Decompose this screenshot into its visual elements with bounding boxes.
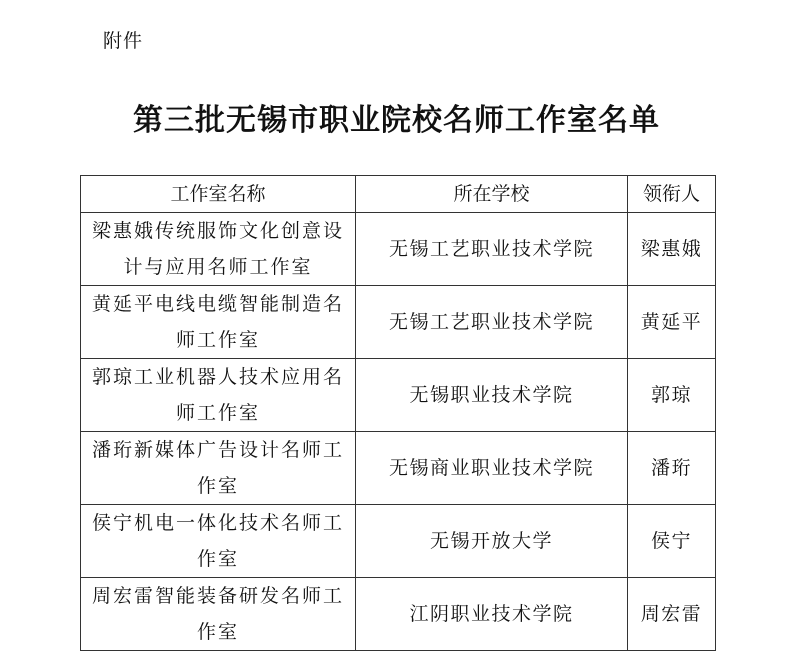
attachment-label: 附件 — [103, 30, 144, 52]
studio-name-cell: 潘珩新媒体广告设计名师工作室 — [81, 432, 356, 505]
table-row — [81, 286, 716, 359]
studio-name-cell: 黄延平电线电缆智能制造名师工作室 — [81, 286, 356, 359]
leader-cell: 周宏雷 — [628, 578, 716, 651]
studio-name-cell: 梁惠娥传统服饰文化创意设计与应用名师工作室 — [81, 213, 356, 286]
school-cell: 无锡商业职业技术学院 — [356, 432, 628, 505]
leader-cell: 黄延平 — [628, 286, 716, 359]
studio-name-cell: 周宏雷智能装备研发名师工作室 — [81, 578, 356, 651]
table-row — [81, 213, 716, 286]
leader-cell: 潘珩 — [628, 432, 716, 505]
leader-cell: 梁惠娥 — [628, 213, 716, 286]
school-cell: 无锡开放大学 — [356, 505, 628, 578]
table-row — [81, 505, 716, 578]
table-row — [81, 432, 716, 505]
school-cell: 无锡职业技术学院 — [356, 359, 628, 432]
school-cell: 无锡工艺职业技术学院 — [356, 213, 628, 286]
studio-name-cell: 侯宁机电一体化技术名师工作室 — [81, 505, 356, 578]
page-title: 第三批无锡市职业院校名师工作室名单 — [133, 103, 660, 138]
school-cell: 无锡工艺职业技术学院 — [356, 286, 628, 359]
table-header-row — [81, 176, 716, 213]
school-cell: 江阴职业技术学院 — [356, 578, 628, 651]
header-leader: 领衔人 — [628, 176, 716, 213]
header-studio-name: 工作室名称 — [81, 176, 356, 213]
leader-cell: 郭琼 — [628, 359, 716, 432]
studio-name-cell: 郭琼工业机器人技术应用名师工作室 — [81, 359, 356, 432]
table-row — [81, 578, 716, 651]
leader-cell: 侯宁 — [628, 505, 716, 578]
table-row — [81, 359, 716, 432]
studio-roster-table — [80, 175, 716, 651]
header-school: 所在学校 — [356, 176, 628, 213]
